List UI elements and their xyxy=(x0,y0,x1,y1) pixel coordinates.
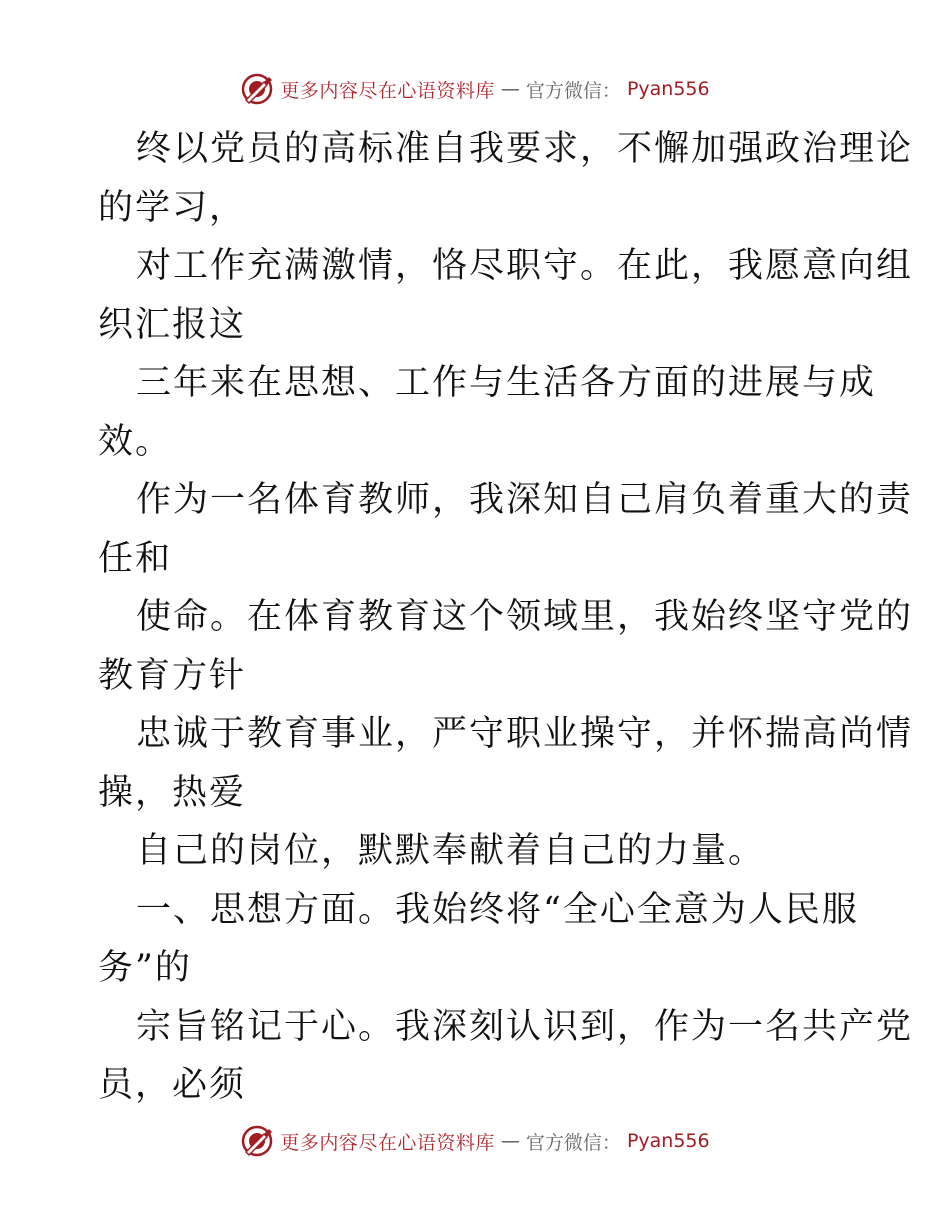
text-line: 对工作充满激情，恪尽职守。在此，我愿意向组 xyxy=(136,246,914,286)
text-line: 效。 xyxy=(98,421,173,462)
text-line: 作为一名体育教师，我深知自己肩负着重大的责 xyxy=(136,480,914,520)
pen-logo-icon xyxy=(240,1124,274,1158)
text-line: 的学习， xyxy=(98,187,247,228)
text-line: 任和 xyxy=(98,538,173,579)
text-line: 宗旨铭记于心。我深刻认识到，作为一名共产党 xyxy=(136,1006,914,1047)
site-name: 更多内容尽在心语资料库 xyxy=(280,1131,495,1154)
text-line: 织汇报这 xyxy=(98,304,247,345)
wechat-id: Pyan556 xyxy=(626,1130,710,1152)
wechat-label: 官方微信： xyxy=(525,79,621,102)
footer-banner xyxy=(0,1124,950,1158)
banner-separator: — xyxy=(500,78,520,100)
text-line: 使命。在体育教育这个领域里，我始终坚守党的 xyxy=(136,597,914,637)
text-line: 一、思想方面。我始终将“全心全意为人民服 xyxy=(136,889,859,930)
text-line: 忠诚于教育事业，严守职业操守，并怀揣高尚情 xyxy=(136,714,914,754)
text-line: 操，热爱 xyxy=(98,772,247,813)
text-line: 教育方针 xyxy=(98,655,247,696)
wechat-id: Pyan556 xyxy=(626,78,710,100)
wechat-label: 官方微信： xyxy=(525,1131,621,1154)
text-line: 务”的 xyxy=(98,948,192,988)
document-body xyxy=(98,120,914,1115)
text-line: 员，必须 xyxy=(98,1065,247,1105)
banner-separator: — xyxy=(500,1130,520,1152)
pen-logo-icon xyxy=(240,72,274,106)
text-line: 终以党员的高标准自我要求，不懈加强政治理论 xyxy=(136,129,914,169)
site-name: 更多内容尽在心语资料库 xyxy=(280,79,495,102)
text-line: 三年来在思想、工作与生活各方面的进展与成 xyxy=(136,363,877,403)
header-banner xyxy=(0,72,950,106)
text-line: 自己的岗位，默默奉献着自己的力量。 xyxy=(136,831,766,871)
